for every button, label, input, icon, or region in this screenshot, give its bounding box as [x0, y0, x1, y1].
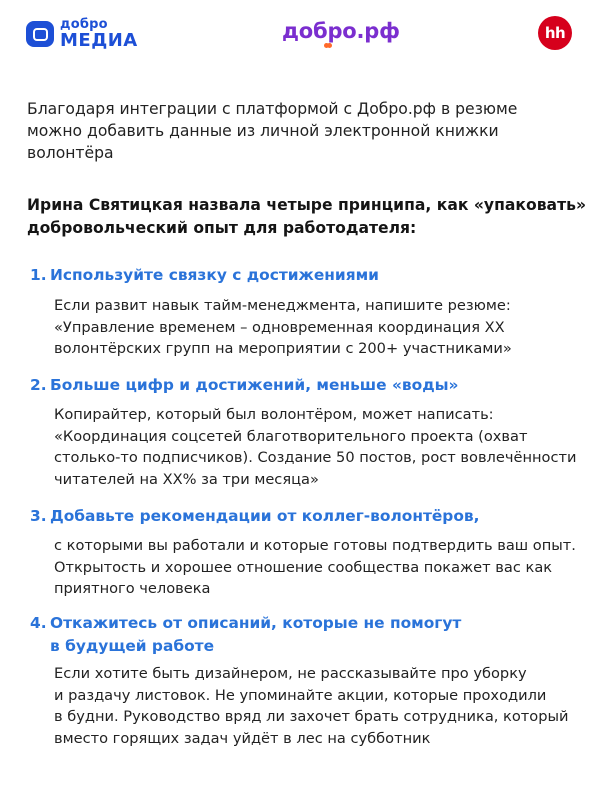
chat-bubble-icon — [26, 21, 54, 47]
intro-paragraph — [27, 98, 587, 164]
intro-line: Благодаря интеграции с платформой с Добро.рф в резюме — [27, 100, 518, 118]
principle-title-line: Добавьте рекомендации от коллег-волонтёров, — [50, 507, 480, 525]
principle-body-line: волонтёрских групп на мероприятии с 200+ участниками» — [54, 340, 512, 357]
principle-title-line: Больше цифр и достижений, меньше «воды» — [50, 376, 459, 394]
lead-line: добровольческий опыт для работодателя: — [27, 219, 417, 237]
principle-title — [30, 505, 480, 528]
principle-body-line: читателей на XX% за три месяца» — [54, 470, 319, 488]
principle-body — [54, 404, 599, 490]
principle-title-line: Откажитесь от описаний, которые не помогут — [50, 614, 462, 632]
principle-title-line: в будущей работе — [50, 637, 215, 655]
principle-body-line: в будни. Руководство вряд ли захочет брать сотрудника, который — [54, 708, 569, 725]
principle-title — [30, 264, 379, 287]
principle-body — [54, 663, 599, 749]
intro-line: можно добавить данные из личной электронной книжки — [27, 122, 499, 140]
principle-title — [30, 612, 461, 658]
intro-line: волонтёра — [27, 144, 114, 162]
lead-heading — [27, 194, 597, 240]
dobro-rf-logo: добро.рф — [282, 19, 400, 43]
header — [0, 0, 612, 70]
principle-number: 4. — [30, 614, 47, 632]
principle-number: 2. — [30, 376, 47, 394]
principle-body-line: Если хотите быть дизайнером, не рассказывайте про уборку — [54, 665, 527, 682]
principle-title-line: Используйте связку с достижениями — [50, 266, 379, 284]
principle-body-line: Открытость и хорошее отношение сообщества покажет вас как — [54, 558, 553, 576]
principle-body-line: столько-то подписчиков). Создание 50 постов, рост вовлечённости — [54, 449, 577, 466]
dobro-media-logo — [26, 18, 138, 50]
lead-line: Ирина Святицкая назвала четыре принципа, как «упаковать» — [27, 196, 587, 214]
principle-body — [54, 295, 599, 360]
dobro-media-logo-bottom: МЕДИА — [60, 30, 138, 51]
principle-body-line: приятного человека — [54, 580, 211, 597]
principle-body-line: «Управление временем – одновременная координация XX — [54, 318, 505, 336]
principle-body — [54, 535, 599, 600]
principle-body-line: «Координация соцсетей благотворительного проекта (охват — [54, 427, 528, 445]
principle-title — [30, 374, 459, 397]
principle-number: 3. — [30, 507, 47, 525]
principle-body-line: Копирайтер, который был волонтёром, может написать: — [54, 406, 494, 423]
hh-logo: hh — [538, 16, 572, 50]
principle-number: 1. — [30, 266, 47, 284]
heart-icon — [324, 43, 332, 49]
dobro-media-logo-top: добро — [60, 17, 108, 32]
principle-body-line: Если развит навык тайм-менеджмента, напишите резюме: — [54, 297, 511, 314]
principle-body-line: и раздачу листовок. Не упоминайте акции, которые проходили — [54, 686, 547, 704]
principle-body-line: вместо горящих задач уйдёт в лес на субботник — [54, 729, 431, 747]
principle-body-line: с которыми вы работали и которые готовы подтвердить ваш опыт. — [54, 537, 576, 554]
